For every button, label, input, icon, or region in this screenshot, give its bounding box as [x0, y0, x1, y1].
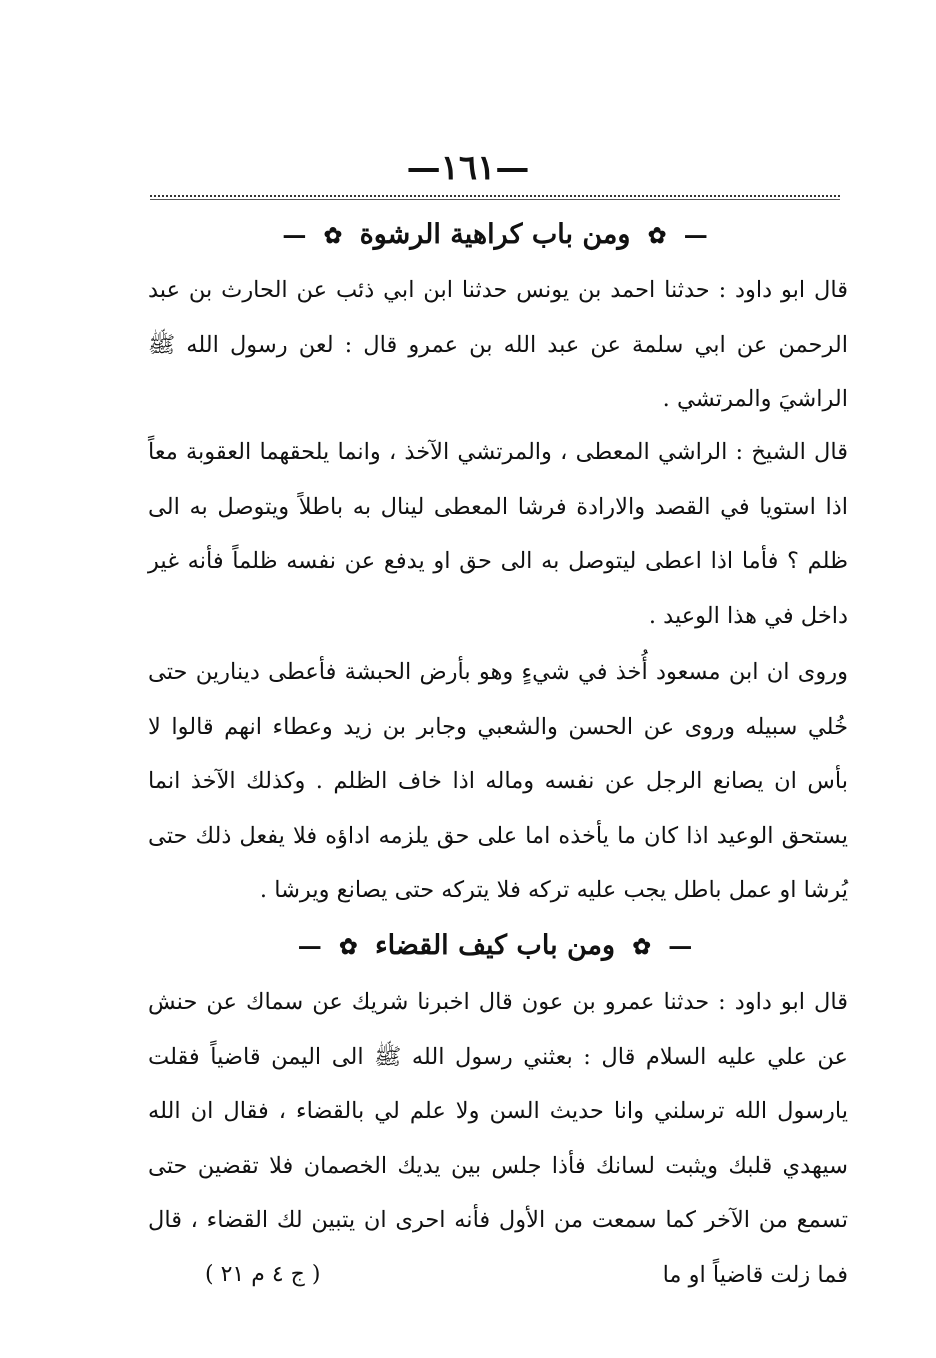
ornament-icon: ✿: [647, 223, 667, 249]
dash-ornament: —: [668, 931, 693, 960]
section-heading-text: ومن باب كراهية الرشوة: [359, 219, 631, 250]
dash-ornament: —: [297, 931, 322, 960]
page-number: —١٦١—: [406, 148, 530, 188]
header-rule: [150, 199, 840, 200]
paragraph: قال ابو داود : حدثنا عمرو بن عون قال اخبرنا شريك عن سماك عن حنش عن علي عليه السلام قال : بعثني رسول الله ﷺ الى اليمن قاضياً فقلت يارسول الله ترسلني وانا حديث السن ولا علم لي بالقضاء ، فقال ان الله سيهدي قلبك ويثبت لسانك فأذا جلس بين يديك الخصمان فلا تقضين حتى تسمع من الآخر كما سمعت من الأول فأنه احرى ان يتبين لك القضاء ، قال فما زلت قاضياً او ما: [148, 989, 848, 1288]
ornament-icon: ✿: [339, 934, 358, 960]
dash-ornament: —: [683, 220, 708, 249]
section-heading-text: ومن باب كيف القضاء: [374, 930, 616, 961]
header-rule-dotted: [150, 195, 840, 197]
ornament-icon: ✿: [323, 223, 343, 249]
section-heading-bribery: [150, 215, 840, 256]
ornament-icon: ✿: [632, 934, 651, 960]
paragraph: قال ابو داود : حدثنا احمد بن يونس حدثنا ابن ابي ذئب عن الحارث بن عبد الرحمن عن ابي سلمة عن عبد الله بن عمرو قال : لعن رسول الله ﷺ الراشيَ والمرتشي .: [148, 277, 848, 412]
section-heading-judgment: [150, 926, 840, 967]
paragraph: وروى ان ابن مسعود أُخذ في شيءٍ وهو بأرض الحبشة فأعطى دينارين حتى خُلي سبيله وروى عن الحسن والشعبي وجابر بن زيد وعطاء انهم قالوا لا بأس ان يصانع الرجل عن نفسه وماله اذا خاف الظلم . وكذلك الآخذ انما يستحق الوعيد اذا كان ما يأخذه اما على حق يلزمه اداؤه فلا يفعل ذلك حتى يُرشا او عمل باطل يجب عليه تركه فلا يتركه حتى يصانع ويرشا .: [148, 659, 848, 903]
footer-signature: ( ج ٤ م ٢١ ): [205, 1262, 321, 1287]
paragraph: قال الشيخ : الراشي المعطى ، والمرتشي الآخذ ، وانما يلحقهما العقوبة معاً اذا استويا في القصد والارادة فرشا المعطى لينال به باطلاً ويتوصل به الى ظلم ؟ فأما اذا اعطى ليتوصل به الى حق او يدفع عن نفسه ظلماً فأنه غير داخل في هذا الوعيد .: [148, 439, 848, 629]
dash-ornament: —: [282, 220, 307, 249]
